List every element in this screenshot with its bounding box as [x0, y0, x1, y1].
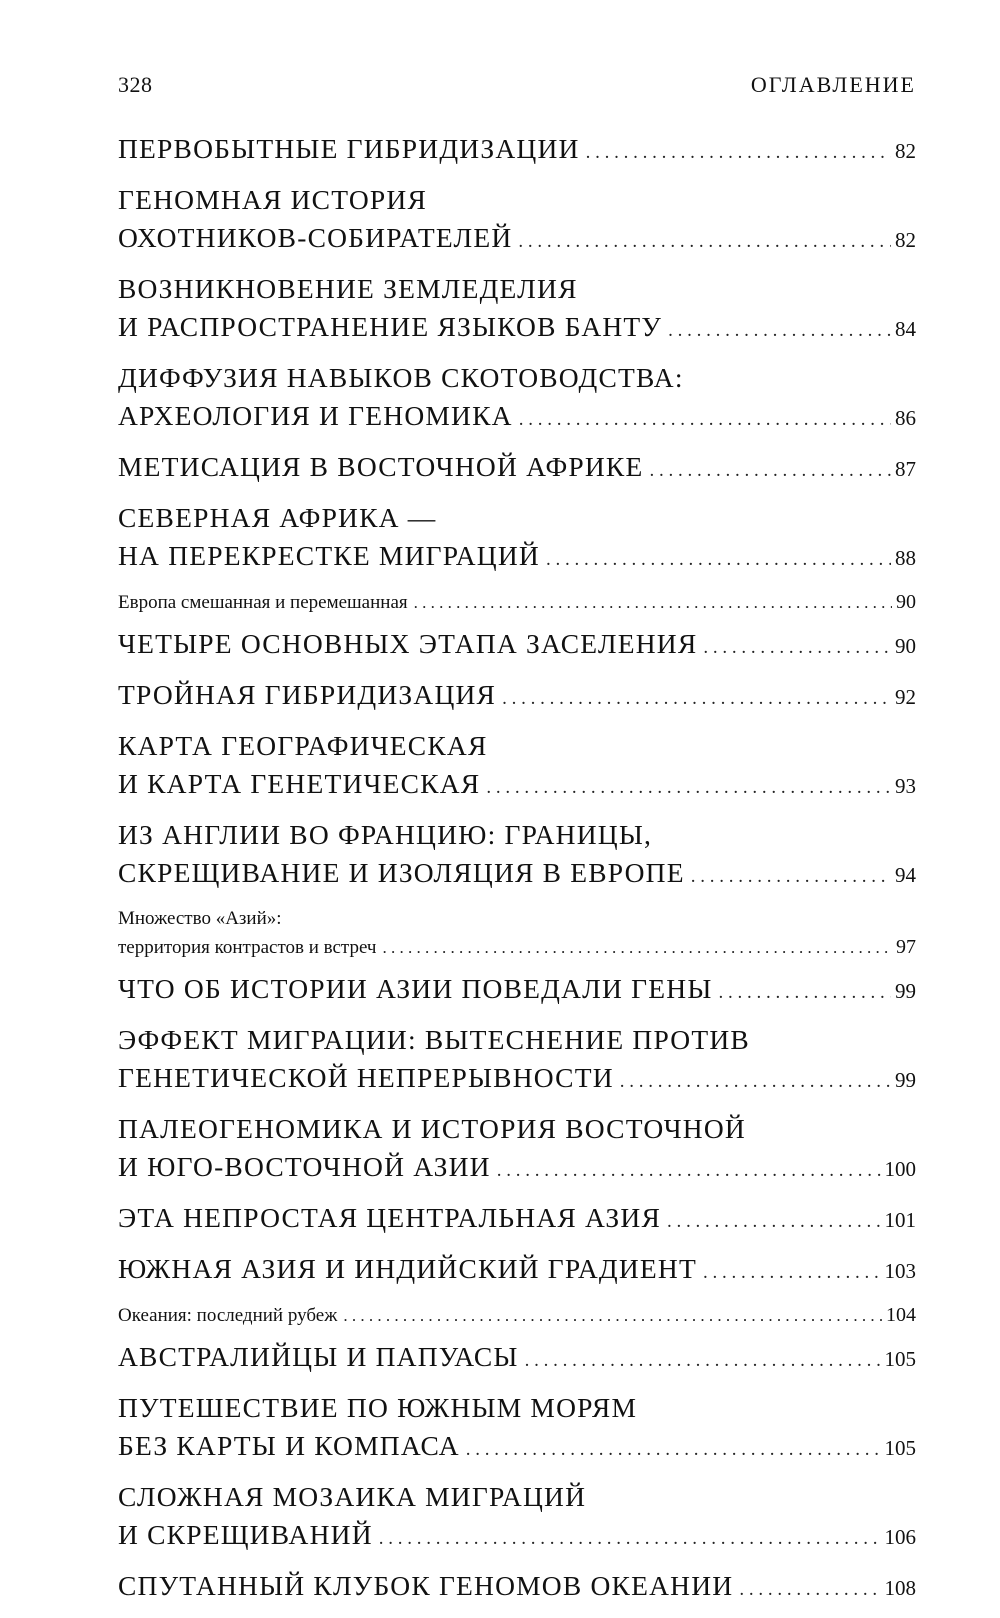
toc-entry-line	[118, 130, 916, 172]
toc-page-number: 105	[884, 1347, 916, 1371]
toc-entry-title-line: ТРОЙНАЯ ГИБРИДИЗАЦИЯ	[118, 679, 497, 710]
toc-section-entry[interactable]	[118, 1199, 916, 1241]
toc-entry-title-line: ИЗ АНГЛИИ ВО ФРАНЦИЮ: ГРАНИЦЫ,	[118, 819, 653, 850]
toc-entry-title-line: МЕТИСАЦИЯ В ВОСТОЧНОЙ АФРИКЕ	[118, 451, 644, 482]
toc-entry-title-line: И ЮГО-ВОСТОЧНОЙ АЗИИ	[118, 1151, 491, 1182]
toc-section-entry[interactable]	[118, 1021, 916, 1101]
toc-entry-line	[118, 933, 916, 962]
toc-entry-line	[118, 854, 916, 896]
dot-leader	[502, 680, 891, 718]
toc-entry-title-line: ЧЕТЫРЕ ОСНОВНЫХ ЭТАПА ЗАСЕЛЕНИЯ	[118, 628, 698, 659]
toc-section-entry[interactable]	[118, 181, 916, 261]
toc-entry-title-line: И КАРТА ГЕНЕТИЧЕСКАЯ	[118, 768, 481, 799]
toc-section-entry[interactable]	[118, 359, 916, 439]
toc-page-number: 99	[895, 1068, 916, 1092]
toc-entry-line	[118, 1199, 916, 1241]
dot-leader	[649, 452, 891, 490]
toc-entry-title-line: КАРТА ГЕОГРАФИЧЕСКАЯ	[118, 730, 488, 761]
dot-leader	[739, 1571, 880, 1609]
toc-page-number: 103	[884, 1259, 916, 1283]
dot-leader	[519, 401, 891, 439]
toc-page-number: 106	[884, 1525, 916, 1549]
dot-leader	[414, 589, 892, 617]
toc-page-number: 94	[895, 863, 916, 887]
toc-entry-line	[118, 1059, 916, 1101]
toc-entry-line	[118, 397, 916, 439]
toc-entry-title-line: ЭТА НЕПРОСТАЯ ЦЕНТРАЛЬНАЯ АЗИЯ	[118, 1202, 661, 1233]
toc-entry-title-line: ЭФФЕКТ МИГРАЦИИ: ВЫТЕСНЕНИЕ ПРОТИВ	[118, 1024, 750, 1055]
toc-entry-title-line: Океания: последний рубеж	[118, 1305, 338, 1326]
toc-section-entry[interactable]	[118, 1567, 916, 1609]
toc-entry-title-line: АВСТРАЛИЙЦЫ И ПАПУАСЫ	[118, 1341, 519, 1372]
toc-entry-title-line: ВОЗНИКНОВЕНИЕ ЗЕМЛЕДЕЛИЯ	[118, 273, 578, 304]
dot-leader	[343, 1302, 882, 1330]
toc-entry-title-line: НА ПЕРЕКРЕСТКЕ МИГРАЦИЙ	[118, 540, 540, 571]
toc-page-number: 90	[895, 634, 916, 658]
toc-entry-line	[118, 1338, 916, 1380]
dot-leader	[525, 1342, 881, 1380]
toc-page-number: 90	[896, 591, 916, 613]
dot-leader	[546, 541, 891, 579]
toc-section-entry[interactable]	[118, 1478, 916, 1558]
toc-section-entry[interactable]	[118, 130, 916, 172]
toc-entry-title-line: ЧТО ОБ ИСТОРИИ АЗИИ ПОВЕДАЛИ ГЕНЫ	[118, 973, 713, 1004]
dot-leader	[466, 1431, 881, 1469]
toc-page-number: 82	[895, 228, 916, 252]
toc-entry-line	[118, 588, 916, 617]
toc-page-number: 101	[884, 1208, 916, 1232]
toc-page-number: 105	[884, 1436, 916, 1460]
dot-leader	[486, 769, 891, 807]
toc-section-entry[interactable]	[118, 499, 916, 579]
toc-page-number: 82	[895, 139, 916, 163]
dot-leader	[620, 1063, 891, 1101]
toc-page-number: 88	[895, 546, 916, 570]
dot-leader	[703, 629, 891, 667]
toc-entry-title-line: ПУТЕШЕСТВИЕ ПО ЮЖНЫМ МОРЯМ	[118, 1392, 638, 1423]
toc-entry-title-line: И РАСПРОСТРАНЕНИЕ ЯЗЫКОВ БАНТУ	[118, 311, 663, 342]
toc-entry-title-line: ГЕНОМНАЯ ИСТОРИЯ	[118, 184, 427, 215]
toc-entry-title-line: Европа смешанная и перемешанная	[118, 592, 408, 613]
toc-entry-title-line: И СКРЕЩИВАНИЙ	[118, 1519, 373, 1550]
toc-entry-title-line: СКРЕЩИВАНИЕ И ИЗОЛЯЦИЯ В ЕВРОПЕ	[118, 857, 685, 888]
toc-entry-line	[118, 537, 916, 579]
toc-entry-title-line: СЛОЖНАЯ МОЗАИКА МИГРАЦИЙ	[118, 1481, 587, 1512]
toc-entry-title-line: ОХОТНИКОВ-СОБИРАТЕЛЕЙ	[118, 222, 513, 253]
toc-entry-line	[118, 765, 916, 807]
dot-leader	[719, 974, 891, 1012]
toc-entry-line	[118, 1427, 916, 1469]
toc-entry-line	[118, 448, 916, 490]
toc-entry-title-line: территория контрастов и встреч	[118, 937, 377, 958]
toc-section-entry[interactable]	[118, 1250, 916, 1292]
toc-entry-title-line: ПАЛЕОГЕНОМИКА И ИСТОРИЯ ВОСТОЧНОЙ	[118, 1113, 746, 1144]
toc-entry-line	[118, 1250, 916, 1292]
toc-chapter-entry[interactable]	[118, 588, 916, 617]
toc-entry-title-line: БЕЗ КАРТЫ И КОМПАСА	[118, 1430, 460, 1461]
dot-leader	[497, 1152, 881, 1190]
toc-entry-line	[118, 219, 916, 261]
toc-entry-title-line: АРХЕОЛОГИЯ И ГЕНОМИКА	[118, 400, 513, 431]
table-of-contents	[118, 130, 916, 1618]
toc-entry-title-line: ЮЖНАЯ АЗИЯ И ИНДИЙСКИЙ ГРАДИЕНТ	[118, 1253, 697, 1284]
toc-section-entry[interactable]	[118, 676, 916, 718]
toc-entry-line	[118, 308, 916, 350]
toc-section-entry[interactable]	[118, 270, 916, 350]
dot-leader	[691, 858, 891, 896]
toc-entry-line	[118, 1148, 916, 1190]
toc-section-entry[interactable]	[118, 816, 916, 896]
toc-entry-title-line: ДИФФУЗИЯ НАВЫКОВ СКОТОВОДСТВА:	[118, 362, 684, 393]
dot-leader	[586, 134, 891, 172]
toc-page-number: 92	[895, 685, 916, 709]
dot-leader	[667, 1203, 881, 1241]
toc-entry-title-line: СПУТАННЫЙ КЛУБОК ГЕНОМОВ ОКЕАНИИ	[118, 1570, 734, 1601]
toc-section-entry[interactable]	[118, 1389, 916, 1469]
toc-section-entry[interactable]	[118, 448, 916, 490]
toc-chapter-entry[interactable]	[118, 1301, 916, 1330]
toc-entry-line	[118, 1567, 916, 1609]
toc-entry-title-line: ПЕРВОБЫТНЫЕ ГИБРИДИЗАЦИИ	[118, 133, 580, 164]
toc-page-number: 84	[895, 317, 916, 341]
toc-page-number: 99	[895, 979, 916, 1003]
toc-entry-title-line: ГЕНЕТИЧЕСКОЙ НЕПРЕРЫВНОСТИ	[118, 1062, 614, 1093]
toc-page-number: 86	[895, 406, 916, 430]
toc-entry-line	[118, 625, 916, 667]
toc-page-number: 97	[896, 936, 916, 958]
page-header	[118, 72, 916, 106]
toc-entry-line	[118, 1516, 916, 1558]
toc-page-number: 93	[895, 774, 916, 798]
toc-entry-title-line: Множество «Азий»:	[118, 908, 282, 929]
dot-leader	[383, 934, 893, 962]
toc-chapter-entry[interactable]	[118, 905, 916, 962]
dot-leader	[703, 1254, 881, 1292]
toc-page-number: 108	[884, 1576, 916, 1600]
toc-entry-title-line: СЕВЕРНАЯ АФРИКА —	[118, 502, 437, 533]
toc-entry-line	[118, 970, 916, 1012]
toc-entry-line	[118, 676, 916, 718]
toc-section-entry[interactable]	[118, 1110, 916, 1190]
dot-leader	[518, 223, 891, 261]
toc-section-entry[interactable]	[118, 625, 916, 667]
toc-page-number: 87	[895, 457, 916, 481]
toc-section-entry[interactable]	[118, 970, 916, 1012]
page-number: 328	[118, 72, 153, 97]
running-title: ОГЛАВЛЕНИЕ	[750, 72, 916, 97]
toc-section-entry[interactable]	[118, 1338, 916, 1380]
dot-leader	[668, 312, 891, 350]
toc-page-number: 104	[886, 1304, 916, 1326]
toc-entry-line	[118, 1301, 916, 1330]
toc-section-entry[interactable]	[118, 727, 916, 807]
dot-leader	[379, 1520, 881, 1558]
toc-page-number: 100	[884, 1157, 916, 1181]
